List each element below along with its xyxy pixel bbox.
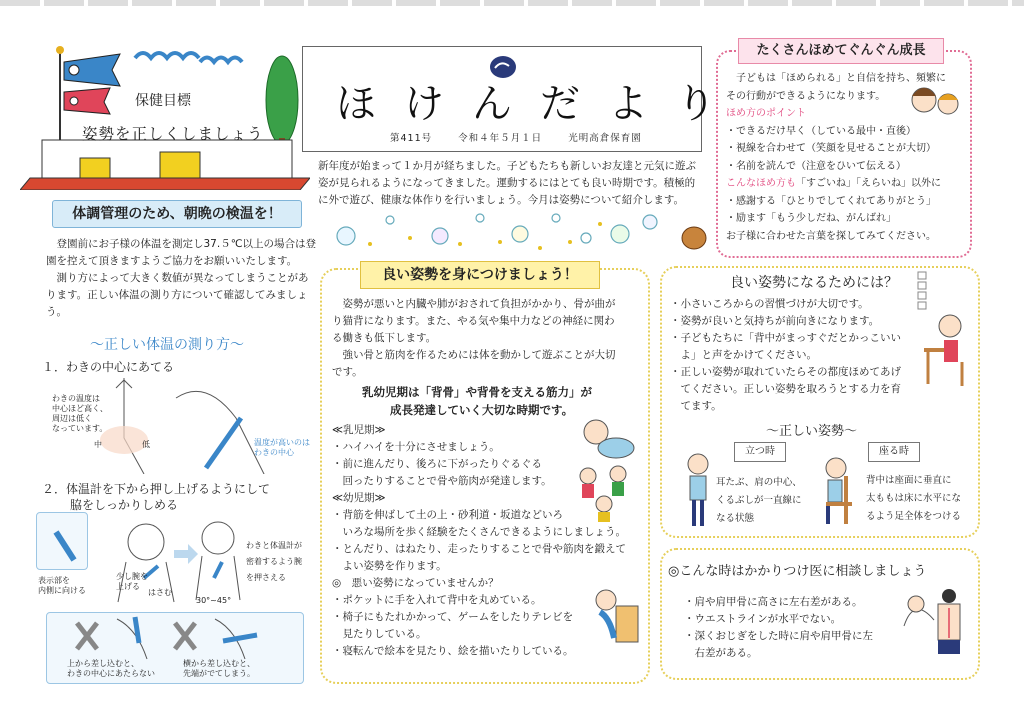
mother-child-illustration <box>908 84 962 120</box>
angle-note: 30°~45° <box>196 596 232 605</box>
good-posture-text: ・小さいころからの習慣づけが大切です。 ・姿勢が良いと気持ちが前向きになります。 ・子どもたちに「背中がまっすぐだとかっこいい よ」と声をかけてください。 ・正しい姿勢が取れていたらその都度ほめてあげ てください。正しい姿勢を取ろうとする力を育 てます。 <box>670 298 901 412</box>
crawling-baby-illustration <box>578 416 638 462</box>
raise-arm-note: 少し腕を 上げる <box>116 572 148 591</box>
good-posture-heading: 良い姿勢になるためには？ <box>730 275 898 291</box>
low-label: 低 <box>142 440 150 449</box>
goal-text: 姿勢を正しくしましょう <box>82 125 264 143</box>
praise-heading: たくさんほめてぐんぐん成長 <box>738 38 944 64</box>
thermometer-subtitle: ～正しい体温の測り方～ <box>90 337 244 353</box>
correct-posture-subtitle: ～正しい姿勢～ <box>766 424 858 439</box>
center-label: 中 <box>94 440 102 449</box>
newsletter-title: ほけんだより <box>336 81 744 127</box>
press-arm-note: わきと体温計が 密着するよう腕 を押さえる <box>246 541 302 582</box>
playing-children-illustration <box>574 464 640 524</box>
from-above-note: 上から差し込むと、 わきの中心にあたらない <box>67 659 155 678</box>
pinch-note: はさむ <box>148 588 172 597</box>
wrong-way-figure <box>46 612 304 684</box>
posture-body: ≪乳児期≫ ・ハイハイを十分にさせましょう。 ・前に進んだり、後ろに下がったりぐるぐる 回ったりすることで骨や筋肉が発達します。 ≪幼児期≫ ・背筋を伸ばして土の上・砂利道・坂道などいろ いろな場所を歩く経験をたくさんできるようにしましょう。 ・とんだり、はねたり、走ったりすることで骨や筋肉を鍛えて よい姿勢を作ります。 ◎ 悪い姿勢になっていませんか？ ・ポケットに手を入れて背中を丸めている。 ・椅子にもたれかかって、ゲームをしたりテレビを 見たりしている。 ・寝転んで絵本を見たり、絵を描いたりしている。 <box>332 424 626 657</box>
doctor-text: ・肩や肩甲骨に高さに左右差がある。 ・ウエストラインが水平でない。 ・深くおじぎをした時に肩や肩甲骨に左 右差がある。 <box>684 596 873 659</box>
slouching-child-illustration <box>586 584 642 646</box>
sitting-label: 座る時 <box>868 442 920 462</box>
sitting-text: 背中は座面に垂直に 太ももは床に水平にな るよう足全体をつける <box>866 475 962 522</box>
back-check-illustration <box>894 586 970 656</box>
step-two-b: 脇をしっかりしめる <box>70 498 179 512</box>
issue-info <box>390 130 664 144</box>
thermometer-figure <box>36 512 312 608</box>
koinobori-illustration <box>20 40 310 190</box>
posture-emphasis-2: 成長発達していく大切な時期です。 <box>390 403 574 417</box>
step-two-a: ２．体温計を下から押し上げるようにして <box>42 482 271 496</box>
posture-intro: 姿勢が悪いと内臓や肺がおされて負担がかかり、骨が曲が り猫背になります。また、やる気や集中力などの神経に関わ る働きも低下します。 強い骨と筋肉を作るためには体を動かして遊ぶことが大切 です。 <box>332 298 616 378</box>
armpit-center-note: 温度が高いのは わきの中心 <box>254 438 310 457</box>
doctor-heading: ◎こんな時はかかりつけ医に相談しましょう <box>668 564 927 579</box>
posture-heading: 良い姿勢を身につけましょう！ <box>360 261 600 289</box>
intro-text: 新年度が始まって１か月が経ちました。子どもたちも新しいお友達と元気に遊ぶ 姿が見られるようになってきました。運動するにはとても良い時期です。積極的 に外で遊び、健康な体作りを行いましょう。今月は姿勢について紹介します。 <box>318 160 696 206</box>
posture-emphasis-1: 乳幼児期は「背骨」や背骨を支える筋力」が <box>362 385 592 399</box>
issue-date: 令和４年５月１日 <box>458 133 543 144</box>
goal-label: 保健目標 <box>135 93 191 109</box>
step-one: １．わきの中心にあてる <box>42 360 175 374</box>
armpit-figure <box>46 378 310 474</box>
health-heading: 体調管理のため、朝晩の検温を！ <box>52 200 302 228</box>
page-top-border <box>0 0 1024 6</box>
armpit-note: わきの温度は 中心ほど高く、 周辺は低く なっています。 <box>52 394 108 433</box>
praise-text: 子どもは「ほめられる」と自信を持ち、頻繁に その行動ができるようになります。 ほめ方のポイント ・できるだけ早く（している最中・直後） ・視線を合わせて（笑顔を見せることが大切） ・名前を読んで（注意をひいて伝える） こんなほめ方も「すごいね」「えらいね」以外に ・感謝する「ひとりでしてくれてありがとう」 ・励ます「もう少しだね、がんばれ」 お子様に合わせた言葉を探してみてください。 <box>726 73 946 242</box>
seated-child-illustration <box>816 456 862 526</box>
bubble-decoration <box>330 208 710 258</box>
from-side-note: 横から差し込むと、 先端がでてしまう。 <box>183 659 255 678</box>
standing-label: 立つ時 <box>734 442 786 462</box>
health-text: 登園前にお子様の体温を測定し37.５℃以上の場合は登 園を控えて頂きますようご協力をお願いいたします。 測り方によって大きく数値が異なってしまうことがあ ります。正しい体温の測り方について確認してみましょ う。 <box>46 238 316 318</box>
sitting-desk-illustration <box>920 312 976 388</box>
standing-child-illustration <box>680 452 716 528</box>
display-inward-note: 表示部を 内側に向ける <box>38 576 86 595</box>
school-name: 光明高倉保育園 <box>568 133 642 144</box>
issue-number: 第411号 <box>390 133 433 144</box>
wrong-way-illustration <box>47 613 305 663</box>
standing-text: 耳たぶ、肩の中心、 くるぶしが一直線に なる状態 <box>716 477 802 524</box>
